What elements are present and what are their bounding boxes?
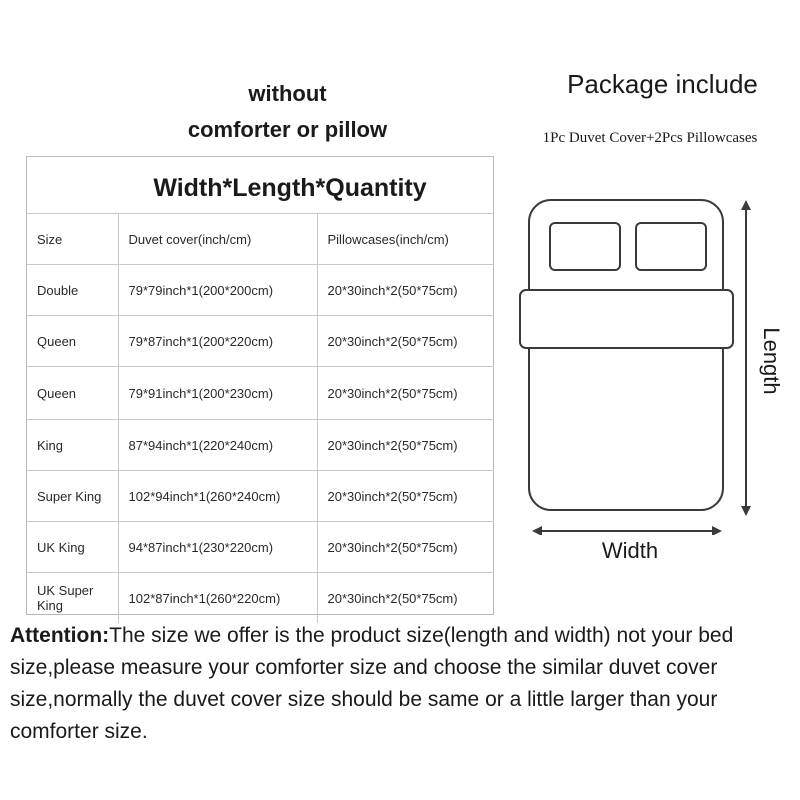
package-title: Package include [567,69,758,99]
package-contents: 1Pc Duvet Cover+2Pcs Pillowcases [542,130,758,146]
table-row [27,367,494,420]
size-table-panel [26,156,494,615]
cell-pillowcases: 20*30inch*2(50*75cm) [317,367,494,420]
bed-diagram [500,180,780,535]
without-note-line2: comforter or pillow [187,117,388,142]
cell-pillowcases: 20*30inch*2(50*75cm) [317,265,494,316]
attention-label: Attention: [10,624,110,647]
duvet-fold [520,290,733,348]
table-row [27,471,494,522]
header-size: Size [27,214,118,265]
pillow-left [550,223,620,270]
cell-duvet-cover: 87*94inch*1(220*240cm) [118,420,317,471]
width-label: Width [601,538,659,563]
table-header-row [27,214,494,265]
header-pillowcases: Pillowcases(inch/cm) [317,214,494,265]
attention-note [10,620,790,748]
cell-duvet-cover: 102*87inch*1(260*220cm) [118,573,317,624]
table-row [27,316,494,367]
cell-pillowcases: 20*30inch*2(50*75cm) [317,522,494,573]
attention-text: The size we offer is the product size(length and width) not your bed size,please measure your comforter size and choose the similar duvet cover size,normally the duvet cover size should be same or a little larger than your comforter size. [10,624,734,743]
cell-size: King [27,420,118,471]
without-note-line1: without [248,81,327,106]
length-arrow [741,200,751,516]
cell-size: Queen [27,316,118,367]
header-duvet-cover: Duvet cover(inch/cm) [118,214,317,265]
cell-pillowcases: 20*30inch*2(50*75cm) [317,316,494,367]
cell-duvet-cover: 79*87inch*1(200*220cm) [118,316,317,367]
cell-duvet-cover: 102*94inch*1(260*240cm) [118,471,317,522]
size-table-title: Width*Length*Quantity [153,174,427,202]
size-table [27,213,494,623]
cell-duvet-cover: 94*87inch*1(230*220cm) [118,522,317,573]
cell-size: Super King [27,471,118,522]
cell-size: Double [27,265,118,316]
cell-pillowcases: 20*30inch*2(50*75cm) [317,573,494,624]
table-row [27,420,494,471]
table-row [27,573,494,624]
cell-pillowcases: 20*30inch*2(50*75cm) [317,471,494,522]
table-row [27,522,494,573]
cell-size: Queen [27,367,118,420]
table-row [27,265,494,316]
pillow-right [636,223,706,270]
cell-duvet-cover: 79*79inch*1(200*200cm) [118,265,317,316]
cell-duvet-cover: 79*91inch*1(200*230cm) [118,367,317,420]
cell-size: UK Super King [27,573,118,624]
bed-outline [529,200,723,510]
cell-pillowcases: 20*30inch*2(50*75cm) [317,420,494,471]
cell-size: UK King [27,522,118,573]
length-label: Length [759,327,784,395]
